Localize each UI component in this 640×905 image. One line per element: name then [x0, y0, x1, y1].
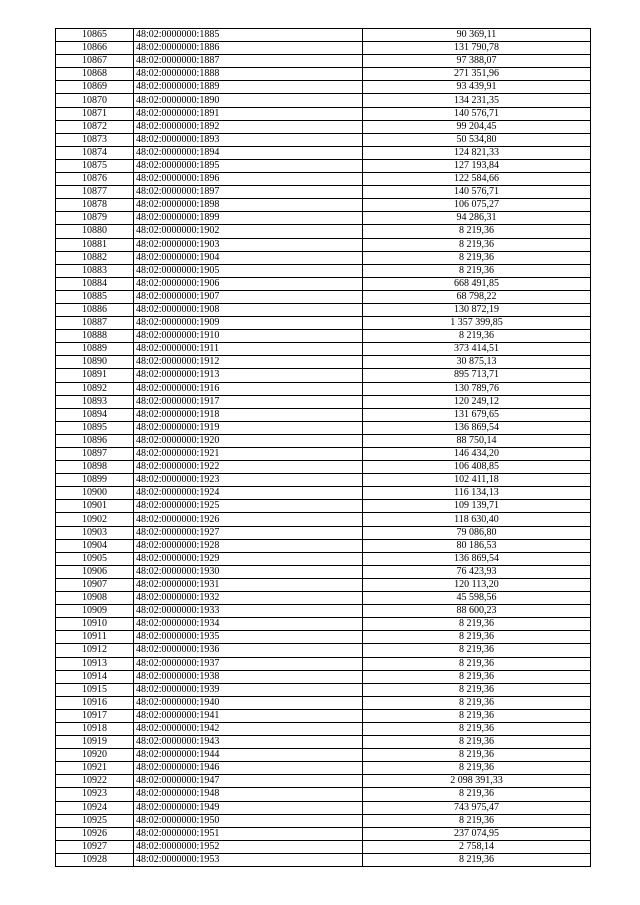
- cadastral-number-cell: 48:02:0000000:1944: [134, 749, 363, 762]
- value-cell: 134 231,35: [363, 94, 591, 107]
- table-row: [56, 644, 591, 657]
- row-number-cell: 10878: [56, 199, 134, 212]
- table-row: [56, 159, 591, 172]
- table-row: [56, 762, 591, 775]
- value-cell: 106 075,27: [363, 199, 591, 212]
- value-cell: 120 113,20: [363, 578, 591, 591]
- row-number-cell: 10876: [56, 173, 134, 186]
- value-cell: 8 219,36: [363, 683, 591, 696]
- row-number-cell: 10889: [56, 343, 134, 356]
- value-cell: 8 219,36: [363, 788, 591, 801]
- cadastral-number-cell: 48:02:0000000:1886: [134, 42, 363, 55]
- row-number-cell: 10883: [56, 264, 134, 277]
- value-cell: 271 351,96: [363, 68, 591, 81]
- row-number-cell: 10871: [56, 107, 134, 120]
- row-number-cell: 10921: [56, 762, 134, 775]
- row-number-cell: 10896: [56, 434, 134, 447]
- row-number-cell: 10891: [56, 369, 134, 382]
- table-row: [56, 120, 591, 133]
- cadastral-number-cell: 48:02:0000000:1889: [134, 81, 363, 94]
- value-cell: 8 219,36: [363, 696, 591, 709]
- cadastral-number-cell: 48:02:0000000:1948: [134, 788, 363, 801]
- row-number-cell: 10894: [56, 408, 134, 421]
- row-number-cell: 10908: [56, 592, 134, 605]
- cadastral-number-cell: 48:02:0000000:1930: [134, 565, 363, 578]
- row-number-cell: 10916: [56, 696, 134, 709]
- row-number-cell: 10879: [56, 212, 134, 225]
- value-cell: 90 369,11: [363, 29, 591, 42]
- row-number-cell: 10881: [56, 238, 134, 251]
- table-row: [56, 107, 591, 120]
- value-cell: 146 434,20: [363, 448, 591, 461]
- row-number-cell: 10885: [56, 290, 134, 303]
- value-cell: 68 798,22: [363, 290, 591, 303]
- value-cell: 8 219,36: [363, 814, 591, 827]
- row-number-cell: 10904: [56, 539, 134, 552]
- value-cell: 237 074,95: [363, 827, 591, 840]
- table-row: [56, 55, 591, 68]
- table-row: [56, 81, 591, 94]
- cadastral-number-cell: 48:02:0000000:1951: [134, 827, 363, 840]
- value-cell: 668 491,85: [363, 277, 591, 290]
- table-row: [56, 133, 591, 146]
- value-cell: 140 576,71: [363, 107, 591, 120]
- cadastral-number-cell: 48:02:0000000:1912: [134, 356, 363, 369]
- value-cell: 93 439,91: [363, 81, 591, 94]
- row-number-cell: 10926: [56, 827, 134, 840]
- row-number-cell: 10865: [56, 29, 134, 42]
- cadastral-number-cell: 48:02:0000000:1918: [134, 408, 363, 421]
- row-number-cell: 10867: [56, 55, 134, 68]
- row-number-cell: 10920: [56, 749, 134, 762]
- cadastral-number-cell: 48:02:0000000:1909: [134, 317, 363, 330]
- cadastral-number-cell: 48:02:0000000:1949: [134, 801, 363, 814]
- row-number-cell: 10899: [56, 474, 134, 487]
- row-number-cell: 10909: [56, 605, 134, 618]
- table-row: [56, 775, 591, 788]
- table-row: [56, 173, 591, 186]
- cadastral-number-cell: 48:02:0000000:1905: [134, 264, 363, 277]
- cadastral-number-cell: 48:02:0000000:1894: [134, 146, 363, 159]
- row-number-cell: 10887: [56, 317, 134, 330]
- table-row: [56, 186, 591, 199]
- row-number-cell: 10924: [56, 801, 134, 814]
- table-row: [56, 330, 591, 343]
- table-body: [56, 29, 591, 867]
- row-number-cell: 10869: [56, 81, 134, 94]
- cadastral-number-cell: 48:02:0000000:1903: [134, 238, 363, 251]
- table-row: [56, 487, 591, 500]
- table-row: [56, 631, 591, 644]
- table-row: [56, 251, 591, 264]
- cadastral-number-cell: 48:02:0000000:1934: [134, 618, 363, 631]
- cadastral-number-cell: 48:02:0000000:1888: [134, 68, 363, 81]
- value-cell: 8 219,36: [363, 618, 591, 631]
- table-row: [56, 552, 591, 565]
- table-row: [56, 68, 591, 81]
- row-number-cell: 10875: [56, 159, 134, 172]
- table-row: [56, 788, 591, 801]
- cadastral-number-cell: 48:02:0000000:1933: [134, 605, 363, 618]
- row-number-cell: 10919: [56, 736, 134, 749]
- row-number-cell: 10884: [56, 277, 134, 290]
- value-cell: 79 086,80: [363, 526, 591, 539]
- row-number-cell: 10915: [56, 683, 134, 696]
- table-row: [56, 421, 591, 434]
- table-row: [56, 146, 591, 159]
- table-row: [56, 670, 591, 683]
- value-cell: 124 821,33: [363, 146, 591, 159]
- table-row: [56, 212, 591, 225]
- cadastral-number-cell: 48:02:0000000:1932: [134, 592, 363, 605]
- value-cell: 109 139,71: [363, 500, 591, 513]
- table-row: [56, 290, 591, 303]
- row-number-cell: 10922: [56, 775, 134, 788]
- row-number-cell: 10913: [56, 657, 134, 670]
- row-number-cell: 10901: [56, 500, 134, 513]
- table-row: [56, 94, 591, 107]
- value-cell: 116 134,13: [363, 487, 591, 500]
- value-cell: 2 758,14: [363, 840, 591, 853]
- cadastral-value-table: [55, 28, 591, 867]
- table-row: [56, 42, 591, 55]
- row-number-cell: 10882: [56, 251, 134, 264]
- table-row: [56, 853, 591, 866]
- table-row: [56, 827, 591, 840]
- table-row: [56, 618, 591, 631]
- cadastral-number-cell: 48:02:0000000:1920: [134, 434, 363, 447]
- table-row: [56, 434, 591, 447]
- value-cell: 99 204,45: [363, 120, 591, 133]
- table-row: [56, 539, 591, 552]
- value-cell: 97 388,07: [363, 55, 591, 68]
- row-number-cell: 10900: [56, 487, 134, 500]
- table-row: [56, 683, 591, 696]
- table-row: [56, 264, 591, 277]
- value-cell: 50 534,80: [363, 133, 591, 146]
- table-row: [56, 513, 591, 526]
- value-cell: 94 286,31: [363, 212, 591, 225]
- row-number-cell: 10914: [56, 670, 134, 683]
- cadastral-number-cell: 48:02:0000000:1953: [134, 853, 363, 866]
- row-number-cell: 10927: [56, 840, 134, 853]
- table-row: [56, 801, 591, 814]
- row-number-cell: 10886: [56, 303, 134, 316]
- value-cell: 136 869,54: [363, 421, 591, 434]
- value-cell: 8 219,36: [363, 762, 591, 775]
- cadastral-number-cell: 48:02:0000000:1939: [134, 683, 363, 696]
- cadastral-number-cell: 48:02:0000000:1929: [134, 552, 363, 565]
- table-row: [56, 343, 591, 356]
- value-cell: 8 219,36: [363, 330, 591, 343]
- row-number-cell: 10903: [56, 526, 134, 539]
- cadastral-number-cell: 48:02:0000000:1946: [134, 762, 363, 775]
- value-cell: 8 219,36: [363, 631, 591, 644]
- value-cell: 373 414,51: [363, 343, 591, 356]
- cadastral-number-cell: 48:02:0000000:1916: [134, 382, 363, 395]
- row-number-cell: 10918: [56, 722, 134, 735]
- table-row: [56, 238, 591, 251]
- value-cell: 122 584,66: [363, 173, 591, 186]
- cadastral-number-cell: 48:02:0000000:1931: [134, 578, 363, 591]
- value-cell: 140 576,71: [363, 186, 591, 199]
- table-row: [56, 225, 591, 238]
- row-number-cell: 10893: [56, 395, 134, 408]
- cadastral-number-cell: 48:02:0000000:1921: [134, 448, 363, 461]
- row-number-cell: 10902: [56, 513, 134, 526]
- value-cell: 130 789,76: [363, 382, 591, 395]
- cadastral-number-cell: 48:02:0000000:1928: [134, 539, 363, 552]
- cadastral-number-cell: 48:02:0000000:1898: [134, 199, 363, 212]
- cadastral-number-cell: 48:02:0000000:1927: [134, 526, 363, 539]
- cadastral-number-cell: 48:02:0000000:1910: [134, 330, 363, 343]
- cadastral-number-cell: 48:02:0000000:1926: [134, 513, 363, 526]
- cadastral-number-cell: 48:02:0000000:1893: [134, 133, 363, 146]
- cadastral-number-cell: 48:02:0000000:1936: [134, 644, 363, 657]
- cadastral-number-cell: 48:02:0000000:1941: [134, 709, 363, 722]
- row-number-cell: 10895: [56, 421, 134, 434]
- value-cell: 102 411,18: [363, 474, 591, 487]
- value-cell: 131 790,78: [363, 42, 591, 55]
- row-number-cell: 10907: [56, 578, 134, 591]
- table-row: [56, 749, 591, 762]
- cadastral-number-cell: 48:02:0000000:1935: [134, 631, 363, 644]
- cadastral-number-cell: 48:02:0000000:1896: [134, 173, 363, 186]
- row-number-cell: 10917: [56, 709, 134, 722]
- value-cell: 136 869,54: [363, 552, 591, 565]
- table-row: [56, 29, 591, 42]
- value-cell: 8 219,36: [363, 251, 591, 264]
- cadastral-number-cell: 48:02:0000000:1952: [134, 840, 363, 853]
- table-row: [56, 565, 591, 578]
- value-cell: 8 219,36: [363, 722, 591, 735]
- value-cell: 2 098 391,33: [363, 775, 591, 788]
- table-row: [56, 814, 591, 827]
- cadastral-number-cell: 48:02:0000000:1907: [134, 290, 363, 303]
- table-row: [56, 303, 591, 316]
- table-row: [56, 199, 591, 212]
- value-cell: 1 357 399,85: [363, 317, 591, 330]
- row-number-cell: 10873: [56, 133, 134, 146]
- row-number-cell: 10898: [56, 461, 134, 474]
- row-number-cell: 10928: [56, 853, 134, 866]
- cadastral-number-cell: 48:02:0000000:1897: [134, 186, 363, 199]
- value-cell: 8 219,36: [363, 264, 591, 277]
- cadastral-number-cell: 48:02:0000000:1923: [134, 474, 363, 487]
- table-row: [56, 461, 591, 474]
- cadastral-number-cell: 48:02:0000000:1902: [134, 225, 363, 238]
- cadastral-number-cell: 48:02:0000000:1938: [134, 670, 363, 683]
- value-cell: 8 219,36: [363, 225, 591, 238]
- cadastral-number-cell: 48:02:0000000:1940: [134, 696, 363, 709]
- row-number-cell: 10897: [56, 448, 134, 461]
- row-number-cell: 10923: [56, 788, 134, 801]
- table-row: [56, 395, 591, 408]
- table-row: [56, 709, 591, 722]
- row-number-cell: 10890: [56, 356, 134, 369]
- cadastral-number-cell: 48:02:0000000:1947: [134, 775, 363, 788]
- cadastral-number-cell: 48:02:0000000:1890: [134, 94, 363, 107]
- table-row: [56, 722, 591, 735]
- cadastral-number-cell: 48:02:0000000:1922: [134, 461, 363, 474]
- value-cell: 130 872,19: [363, 303, 591, 316]
- table-row: [56, 578, 591, 591]
- row-number-cell: 10925: [56, 814, 134, 827]
- cadastral-number-cell: 48:02:0000000:1892: [134, 120, 363, 133]
- cadastral-number-cell: 48:02:0000000:1908: [134, 303, 363, 316]
- value-cell: 88 750,14: [363, 434, 591, 447]
- value-cell: 8 219,36: [363, 644, 591, 657]
- value-cell: 45 598,56: [363, 592, 591, 605]
- table-row: [56, 696, 591, 709]
- table-row: [56, 277, 591, 290]
- table-row: [56, 736, 591, 749]
- table-row: [56, 356, 591, 369]
- value-cell: 8 219,36: [363, 238, 591, 251]
- value-cell: 8 219,36: [363, 749, 591, 762]
- cadastral-number-cell: 48:02:0000000:1911: [134, 343, 363, 356]
- value-cell: 8 219,36: [363, 657, 591, 670]
- row-number-cell: 10911: [56, 631, 134, 644]
- table-row: [56, 840, 591, 853]
- row-number-cell: 10872: [56, 120, 134, 133]
- table-row: [56, 500, 591, 513]
- cadastral-number-cell: 48:02:0000000:1937: [134, 657, 363, 670]
- table-row: [56, 448, 591, 461]
- cadastral-number-cell: 48:02:0000000:1942: [134, 722, 363, 735]
- cadastral-number-cell: 48:02:0000000:1899: [134, 212, 363, 225]
- value-cell: 8 219,36: [363, 736, 591, 749]
- table-row: [56, 382, 591, 395]
- table-row: [56, 317, 591, 330]
- cadastral-number-cell: 48:02:0000000:1891: [134, 107, 363, 120]
- value-cell: 8 219,36: [363, 709, 591, 722]
- row-number-cell: 10892: [56, 382, 134, 395]
- table-row: [56, 592, 591, 605]
- cadastral-number-cell: 48:02:0000000:1919: [134, 421, 363, 434]
- row-number-cell: 10906: [56, 565, 134, 578]
- row-number-cell: 10880: [56, 225, 134, 238]
- value-cell: 8 219,36: [363, 853, 591, 866]
- value-cell: 120 249,12: [363, 395, 591, 408]
- cadastral-number-cell: 48:02:0000000:1925: [134, 500, 363, 513]
- value-cell: 30 875,13: [363, 356, 591, 369]
- table-row: [56, 474, 591, 487]
- value-cell: 80 186,53: [363, 539, 591, 552]
- cadastral-number-cell: 48:02:0000000:1906: [134, 277, 363, 290]
- cadastral-number-cell: 48:02:0000000:1950: [134, 814, 363, 827]
- row-number-cell: 10905: [56, 552, 134, 565]
- row-number-cell: 10866: [56, 42, 134, 55]
- row-number-cell: 10912: [56, 644, 134, 657]
- row-number-cell: 10877: [56, 186, 134, 199]
- cadastral-number-cell: 48:02:0000000:1917: [134, 395, 363, 408]
- value-cell: 743 975,47: [363, 801, 591, 814]
- table-row: [56, 369, 591, 382]
- value-cell: 127 193,84: [363, 159, 591, 172]
- row-number-cell: 10874: [56, 146, 134, 159]
- value-cell: 76 423,93: [363, 565, 591, 578]
- value-cell: 895 713,71: [363, 369, 591, 382]
- cadastral-number-cell: 48:02:0000000:1924: [134, 487, 363, 500]
- value-cell: 118 630,40: [363, 513, 591, 526]
- cadastral-number-cell: 48:02:0000000:1887: [134, 55, 363, 68]
- table-row: [56, 657, 591, 670]
- row-number-cell: 10888: [56, 330, 134, 343]
- table-row: [56, 526, 591, 539]
- cadastral-number-cell: 48:02:0000000:1885: [134, 29, 363, 42]
- value-cell: 8 219,36: [363, 670, 591, 683]
- cadastral-number-cell: 48:02:0000000:1895: [134, 159, 363, 172]
- value-cell: 88 600,23: [363, 605, 591, 618]
- table-row: [56, 408, 591, 421]
- cadastral-number-cell: 48:02:0000000:1943: [134, 736, 363, 749]
- row-number-cell: 10910: [56, 618, 134, 631]
- cadastral-number-cell: 48:02:0000000:1913: [134, 369, 363, 382]
- value-cell: 131 679,65: [363, 408, 591, 421]
- row-number-cell: 10868: [56, 68, 134, 81]
- row-number-cell: 10870: [56, 94, 134, 107]
- value-cell: 106 408,85: [363, 461, 591, 474]
- cadastral-number-cell: 48:02:0000000:1904: [134, 251, 363, 264]
- table-row: [56, 605, 591, 618]
